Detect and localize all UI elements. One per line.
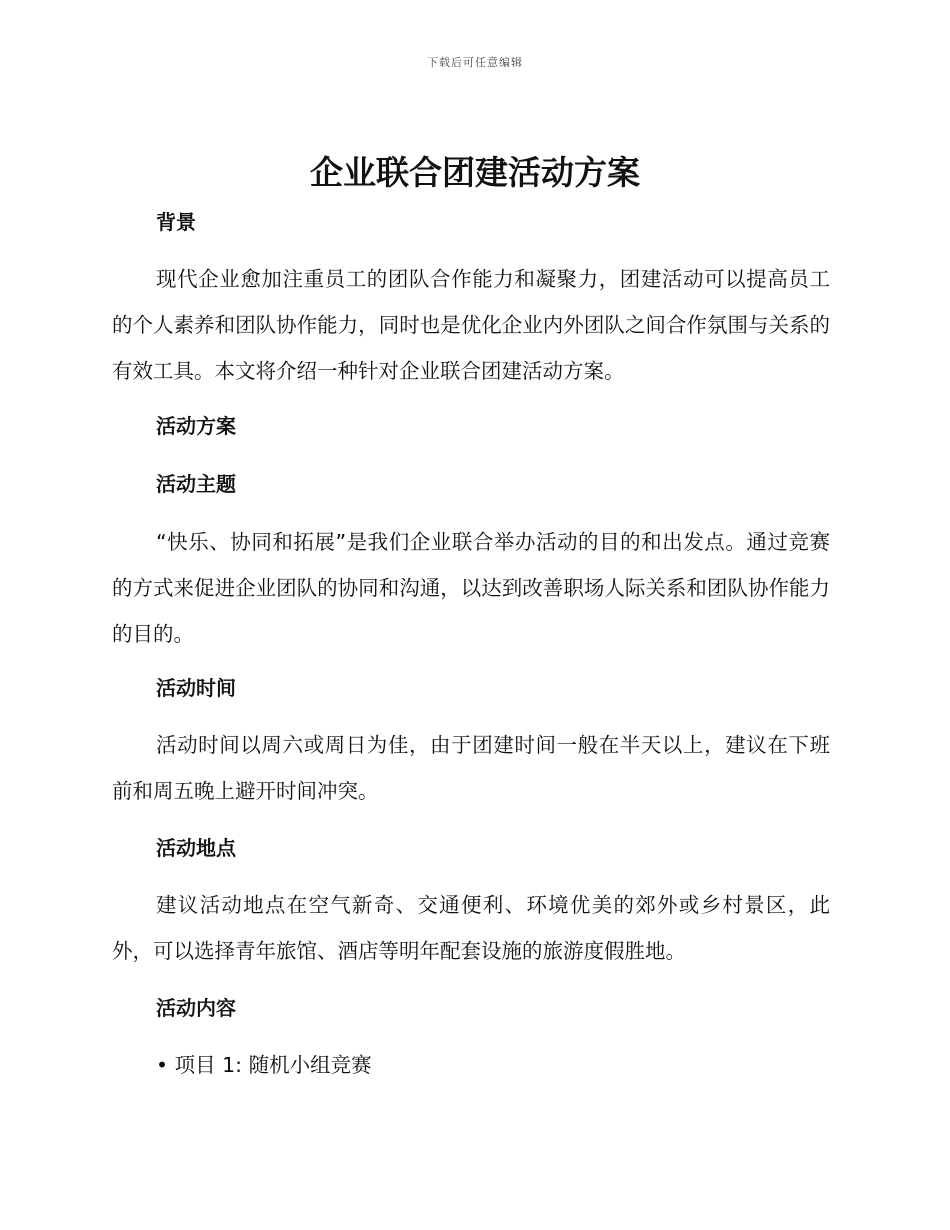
paragraph-time: 活动时间以周六或周日为佳，由于团建时间一般在半天以上，建议在下班前和周五晚上避开时间冲突。 (112, 733, 830, 803)
heading-background: 背景 (156, 210, 196, 234)
paragraph-location: 建议活动地点在空气新奇、交通便利、环境优美的郊外或乡村景区，此外，可以选择青年旅馆、酒店等明年配套设施的旅游度假胜地。 (112, 893, 830, 963)
heading-content: 活动内容 (156, 996, 236, 1020)
header-note: 下载后可任意编辑 (427, 56, 523, 69)
heading-plan: 活动方案 (156, 414, 236, 438)
document-title: 企业联合团建活动方案 (310, 153, 640, 192)
heading-location: 活动地点 (156, 836, 236, 860)
list-item: • 项目 1: 随机小组竞赛 (156, 1053, 372, 1077)
heading-time: 活动时间 (156, 676, 236, 700)
paragraph-background: 现代企业愈加注重员工的团队合作能力和凝聚力，团建活动可以提高员工的个人素养和团队协作能力，同时也是优化企业内外团队之间合作氛围与关系的有效工具。本文将介绍一种针对企业联合团建活动方案。 (112, 267, 830, 383)
paragraph-theme: “快乐、协同和拓展”是我们企业联合举办活动的目的和出发点。通过竞赛的方式来促进企业团队的协同和沟通，以达到改善职场人际关系和团队协作能力的目的。 (112, 530, 830, 646)
heading-theme: 活动主题 (156, 472, 236, 496)
